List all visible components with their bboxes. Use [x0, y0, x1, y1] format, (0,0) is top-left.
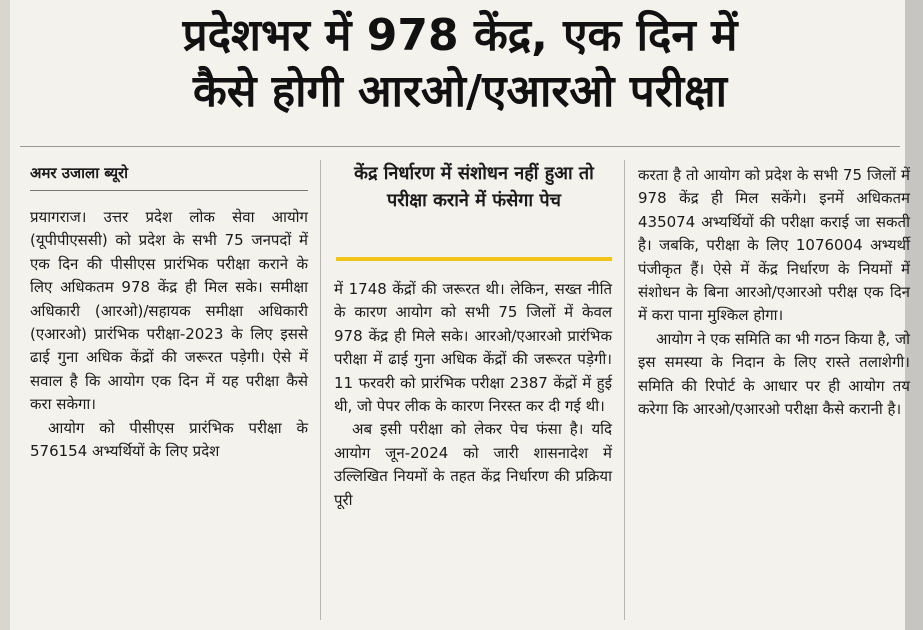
column-1-paragraph-1: प्रयागराज। उत्तर प्रदेश लोक सेवा आयोग (यूपीपीएससी) को प्रदेश के सभी 75 जनपदों में एक दिन की पीसीएस प्रारंभिक परीक्षा कराने के लिए अधिकतम 978 केंद्र ही मिल सके। समीक्षा अधिकारी (आरओ)/सहायक समीक्षा अधिकारी (एआरओ) प्रारंभिक परीक्षा-2023 के लिए इससे ढाई गुना अधिक केंद्रों की जरूरत पड़ेगी। ऐसे में सवाल है कि आयोग एक दिन में यह परीक्षा कैसे करा सकेगा।: [30, 208, 308, 414]
headline-line-2: कैसे होगी आरओ/एआरओ परीक्षा: [192, 66, 728, 117]
headline-rule: [20, 146, 900, 147]
article-column-2: [334, 278, 612, 512]
subheadline-deck: केंद्र निर्धारण में संशोधन नहीं हुआ तो परीक्षा कराने में फंसेगा पेच: [354, 163, 594, 211]
byline-rule: [30, 190, 308, 191]
column-divider-1: [320, 160, 321, 620]
byline: अमर उजाला ब्यूरो: [30, 164, 129, 182]
headline: [20, 8, 900, 120]
article-column-3: [638, 164, 910, 421]
column-2-paragraph-2: अब इसी परीक्षा को लेकर पेच फंसा है। यदि आयोग जून-2024 को जारी शासनादेश में उल्लिखित नियमों के तहत केंद्र निर्धारण की प्रक्रिया पूरी: [334, 420, 612, 509]
column-3-paragraph-2: आयोग ने एक समिति का भी गठन किया है, जो इस समस्या के निदान के लिए रास्ते तलाशेगी। समिति की रिपोर्ट के आधार पर ही आयोग तय करेगा कि आरओ/एआरओ परीक्षा कैसे करानी है।: [638, 329, 910, 419]
column-1-paragraph-2: आयोग को पीसीएस प्रारंभिक परीक्षा के 576154 अभ्यर्थियों के लिए प्रदेश: [30, 418, 308, 461]
column-divider-2: [624, 160, 625, 620]
page-left-edge: [0, 0, 10, 630]
article-column-1: [30, 206, 308, 463]
headline-line-1: प्रदेशभर में 978 केंद्र, एक दिन में: [182, 10, 738, 61]
column-3-paragraph-1: करता है तो आयोग को प्रदेश के सभी 75 जिलों में 978 केंद्र ही मिल सकेंगे। इनमें अधिकतम 435074 अभ्यर्थियों की परीक्षा कराई जा सकती है। जबकि, परीक्षा के लिए 1076004 अभ्यर्थी पंजीकृत हैं। ऐसे में केंद्र निर्धारण के नियमों में संशोधन के बिना आरओ/एआरओ परीक्ष एक दिन में करा पाना मुश्किल होगा।: [638, 166, 910, 325]
deck-highlight-bar: [336, 257, 612, 261]
column-2-paragraph-1: में 1748 केंद्रों की जरूरत थी। लेकिन, सख्त नीति के कारण आयोग को सभी 75 जिलों में केवल 978 केंद्र ही मिले सके। आरओ/एआरओ प्रारंभिक परीक्षा में ढाई गुना अधिक केंद्रों की जरूरत पड़ेगी। 11 फरवरी को प्रारंभिक परीक्षा 2387 केंद्रों में हुई थी, जो पेपर लीक के कारण निरस्त कर दी गई थी।: [334, 280, 612, 416]
